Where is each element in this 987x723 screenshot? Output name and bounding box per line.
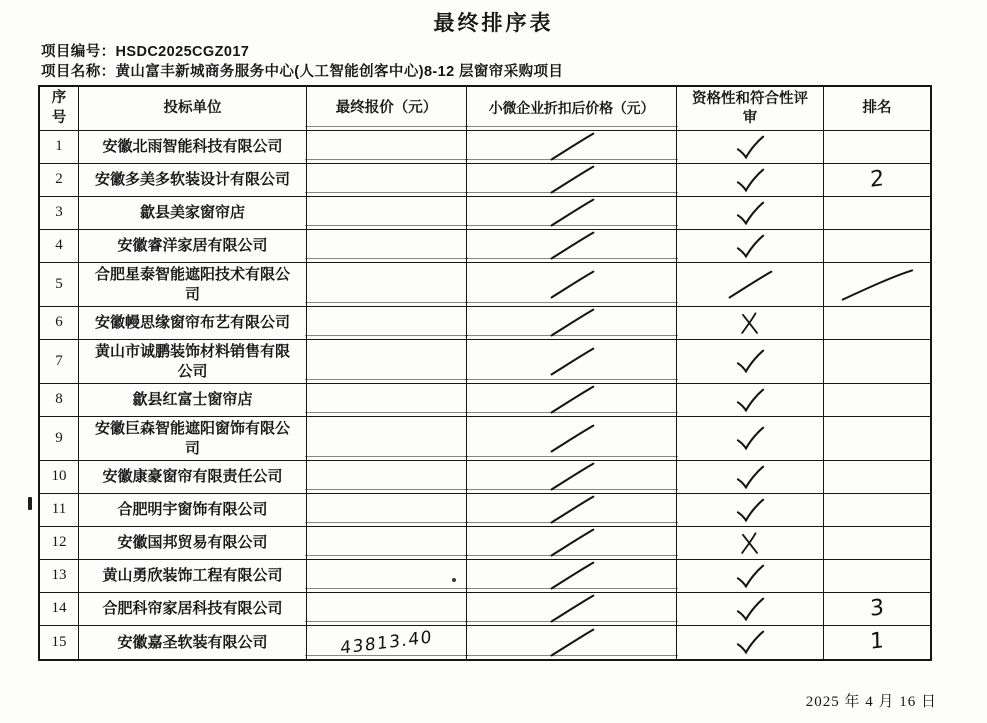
check-mark-icon: [735, 563, 766, 590]
slash-mark-icon: [545, 593, 599, 625]
project-number-value: HSDC2025CGZ017: [115, 44, 250, 60]
table-body: [40, 131, 930, 659]
row-number: 2: [55, 171, 63, 188]
row-number: 12: [51, 534, 67, 551]
final-price-cell: [307, 263, 467, 307]
row-number: 14: [51, 600, 67, 617]
row-number-cell: [40, 560, 79, 593]
slash-mark-icon: [545, 627, 599, 659]
slash-mark-icon: [545, 461, 599, 493]
final-price-cell: [307, 340, 467, 384]
project-number-label: 项目编号：: [41, 44, 116, 60]
handwritten-rank: 3: [869, 594, 885, 622]
qualification-review-cell: [677, 131, 824, 164]
table-row: [40, 593, 930, 626]
discount-price-cell: [467, 164, 677, 197]
slash-mark-icon: [545, 346, 599, 378]
rank-cell: [824, 560, 930, 593]
company-name-cell: [79, 131, 307, 164]
slash-mark-icon: [545, 384, 599, 416]
discount-price-cell: [467, 263, 677, 307]
company-name-cell: [79, 527, 307, 560]
row-number-cell: [40, 230, 79, 263]
slash-mark-icon: [723, 269, 777, 301]
header-discounted-price: 小微企业折扣后价格（元）: [467, 87, 677, 131]
header-rank: 排名: [824, 87, 930, 131]
slash-mark-icon: [545, 269, 599, 301]
slash-mark-icon: [545, 560, 599, 592]
company-name-cell: [79, 384, 307, 417]
check-mark-icon: [735, 425, 766, 452]
row-number-cell: [40, 307, 79, 340]
rank-cell: [824, 131, 930, 164]
row-number-cell: [40, 131, 79, 164]
discount-price-cell: [467, 384, 677, 417]
discount-price-cell: [467, 417, 677, 461]
table-row: [40, 560, 930, 593]
x-mark-icon: [739, 531, 761, 556]
discount-price-cell: [467, 461, 677, 494]
check-mark-icon: [735, 464, 766, 491]
check-mark-icon: [735, 200, 766, 227]
discount-price-cell: [467, 593, 677, 626]
row-number: 9: [55, 429, 63, 446]
row-number: 10: [51, 468, 67, 485]
rank-cell: [824, 307, 930, 340]
final-price-cell: [307, 494, 467, 527]
row-number-cell: [40, 461, 79, 494]
company-name-cell: [79, 263, 307, 307]
company-name-cell: [79, 307, 307, 340]
qualification-review-cell: [677, 560, 824, 593]
header-final-price: 最终报价（元）: [307, 87, 467, 131]
slash-mark-icon: [545, 131, 599, 163]
row-number-cell: [40, 626, 79, 659]
header-qualification-review: 资格性和符合性评审: [677, 87, 824, 131]
check-mark-icon: [735, 134, 766, 161]
rank-cell: [824, 626, 930, 659]
rank-cell: [824, 417, 930, 461]
table-row: [40, 461, 930, 494]
row-number-cell: [40, 593, 79, 626]
scan-artifact: [452, 578, 456, 582]
table-row: [40, 230, 930, 263]
company-name: 合肥明宇窗饰有限公司: [117, 501, 268, 519]
final-price-cell: [307, 131, 467, 164]
rank-cell: [824, 230, 930, 263]
project-name-label: 项目名称：: [41, 64, 116, 80]
company-name: 安徽睿洋家居有限公司: [117, 237, 268, 255]
company-name: 黄山勇欣装饰工程有限公司: [102, 567, 283, 585]
company-name: 歙县红富士窗帘店: [132, 391, 253, 409]
company-name-cell: [79, 340, 307, 384]
discount-price-cell: [467, 230, 677, 263]
row-number: 7: [55, 352, 63, 369]
final-price-cell: [307, 560, 467, 593]
row-number: 13: [51, 567, 67, 584]
rank-cell: [824, 461, 930, 494]
slash-mark-icon: [545, 527, 599, 559]
company-name-cell: [79, 461, 307, 494]
row-number-cell: [40, 494, 79, 527]
discount-price-cell: [467, 197, 677, 230]
check-mark-icon: [735, 629, 766, 656]
company-name-cell: [79, 230, 307, 263]
discount-price-cell: [467, 340, 677, 384]
qualification-review-cell: [677, 340, 824, 384]
company-name: 安徽康豪窗帘有限责任公司: [102, 468, 283, 486]
row-number-cell: [40, 164, 79, 197]
check-mark-icon: [735, 167, 766, 194]
final-price-cell: [307, 626, 467, 659]
project-name-value: 黄山富丰新城商务服务中心(人工智能创客中心)8-12 层窗帘采购项目: [115, 64, 564, 80]
final-price-cell: [307, 230, 467, 263]
table-row: [40, 263, 930, 307]
document-date: 2025 年 4 月 16 日: [805, 694, 937, 710]
check-mark-icon: [735, 387, 766, 414]
table-row: [40, 626, 930, 659]
qualification-review-cell: [677, 230, 824, 263]
row-number-cell: [40, 417, 79, 461]
table-row: [40, 131, 930, 164]
qualification-review-cell: [677, 307, 824, 340]
row-number: 4: [55, 237, 63, 254]
final-price-cell: [307, 307, 467, 340]
discount-price-cell: [467, 560, 677, 593]
final-price-cell: [307, 461, 467, 494]
rank-cell: [824, 593, 930, 626]
handwritten-final-price: 43813.40: [340, 626, 433, 659]
table-header-row: [40, 87, 930, 131]
slash-mark-icon: [837, 267, 917, 303]
rank-cell: [824, 197, 930, 230]
table-row: [40, 340, 930, 384]
x-mark-icon: [739, 311, 761, 336]
company-name-cell: [79, 417, 307, 461]
qualification-review-cell: [677, 626, 824, 659]
rank-cell: [824, 164, 930, 197]
slash-mark-icon: [545, 164, 599, 196]
discount-price-cell: [467, 307, 677, 340]
company-name-cell: [79, 593, 307, 626]
scan-artifact: [28, 497, 32, 510]
project-number-line: [41, 40, 249, 61]
row-number-cell: [40, 197, 79, 230]
project-name-line: [41, 60, 563, 81]
company-name: 安徽国邦贸易有限公司: [117, 534, 268, 552]
company-name-cell: [79, 560, 307, 593]
rank-cell: [824, 494, 930, 527]
ranking-table: [38, 85, 932, 661]
row-number: 6: [55, 314, 63, 331]
check-mark-icon: [735, 596, 766, 623]
discount-price-cell: [467, 494, 677, 527]
company-name-cell: [79, 626, 307, 659]
handwritten-rank: 1: [869, 628, 885, 656]
table-row: [40, 307, 930, 340]
rank-cell: [824, 340, 930, 384]
qualification-review-cell: [677, 461, 824, 494]
company-name-cell: [79, 494, 307, 527]
final-price-cell: [307, 593, 467, 626]
check-mark-icon: [735, 233, 766, 260]
handwritten-rank: 2: [869, 165, 885, 193]
table-row: [40, 527, 930, 560]
check-mark-icon: [735, 497, 766, 524]
page-title: 最终排序表: [433, 12, 554, 35]
qualification-review-cell: [677, 527, 824, 560]
discount-price-cell: [467, 131, 677, 164]
rank-cell: [824, 384, 930, 417]
table-row: [40, 197, 930, 230]
qualification-review-cell: [677, 263, 824, 307]
qualification-review-cell: [677, 417, 824, 461]
row-number: 8: [55, 391, 63, 408]
company-name: 合肥科帘家居科技有限公司: [102, 600, 283, 618]
table-row: [40, 417, 930, 461]
header-bidder: 投标单位: [79, 87, 307, 131]
final-price-cell: [307, 527, 467, 560]
row-number: 5: [55, 275, 63, 292]
qualification-review-cell: [677, 164, 824, 197]
check-mark-icon: [735, 348, 766, 375]
row-number: 15: [51, 633, 67, 650]
company-name: 安徽巨森智能遮阳窗饰有限公司: [94, 420, 290, 457]
row-number-cell: [40, 384, 79, 417]
qualification-review-cell: [677, 494, 824, 527]
slash-mark-icon: [545, 197, 599, 229]
row-number-cell: [40, 527, 79, 560]
company-name: 歙县美家窗帘店: [139, 204, 245, 222]
header-serial-number: 序号: [40, 87, 79, 131]
discount-price-cell: [467, 626, 677, 659]
company-name: 安徽北雨智能科技有限公司: [102, 138, 283, 156]
company-name-cell: [79, 164, 307, 197]
table-row: [40, 494, 930, 527]
company-name-cell: [79, 197, 307, 230]
company-name: 合肥星泰智能遮阳技术有限公司: [94, 266, 290, 303]
slash-mark-icon: [545, 230, 599, 262]
final-price-cell: [307, 197, 467, 230]
company-name: 安徽幔思缘窗帘布艺有限公司: [94, 314, 290, 332]
slash-mark-icon: [545, 307, 599, 339]
slash-mark-icon: [545, 494, 599, 526]
company-name: 安徽嘉圣软装有限公司: [117, 633, 268, 651]
discount-price-cell: [467, 527, 677, 560]
row-number: 11: [51, 501, 67, 518]
row-number-cell: [40, 340, 79, 384]
qualification-review-cell: [677, 197, 824, 230]
company-name: 黄山市诚鹏装饰材料销售有限公司: [94, 343, 290, 380]
row-number-cell: [40, 263, 79, 307]
slash-mark-icon: [545, 423, 599, 455]
row-number: 3: [55, 204, 63, 221]
final-price-cell: [307, 164, 467, 197]
row-number: 1: [55, 138, 63, 155]
table-row: [40, 164, 930, 197]
qualification-review-cell: [677, 593, 824, 626]
company-name: 安徽多美多软装设计有限公司: [94, 171, 290, 189]
final-price-cell: [307, 384, 467, 417]
table-row: [40, 384, 930, 417]
final-price-cell: [307, 417, 467, 461]
rank-cell: [824, 527, 930, 560]
qualification-review-cell: [677, 384, 824, 417]
rank-cell: [824, 263, 930, 307]
